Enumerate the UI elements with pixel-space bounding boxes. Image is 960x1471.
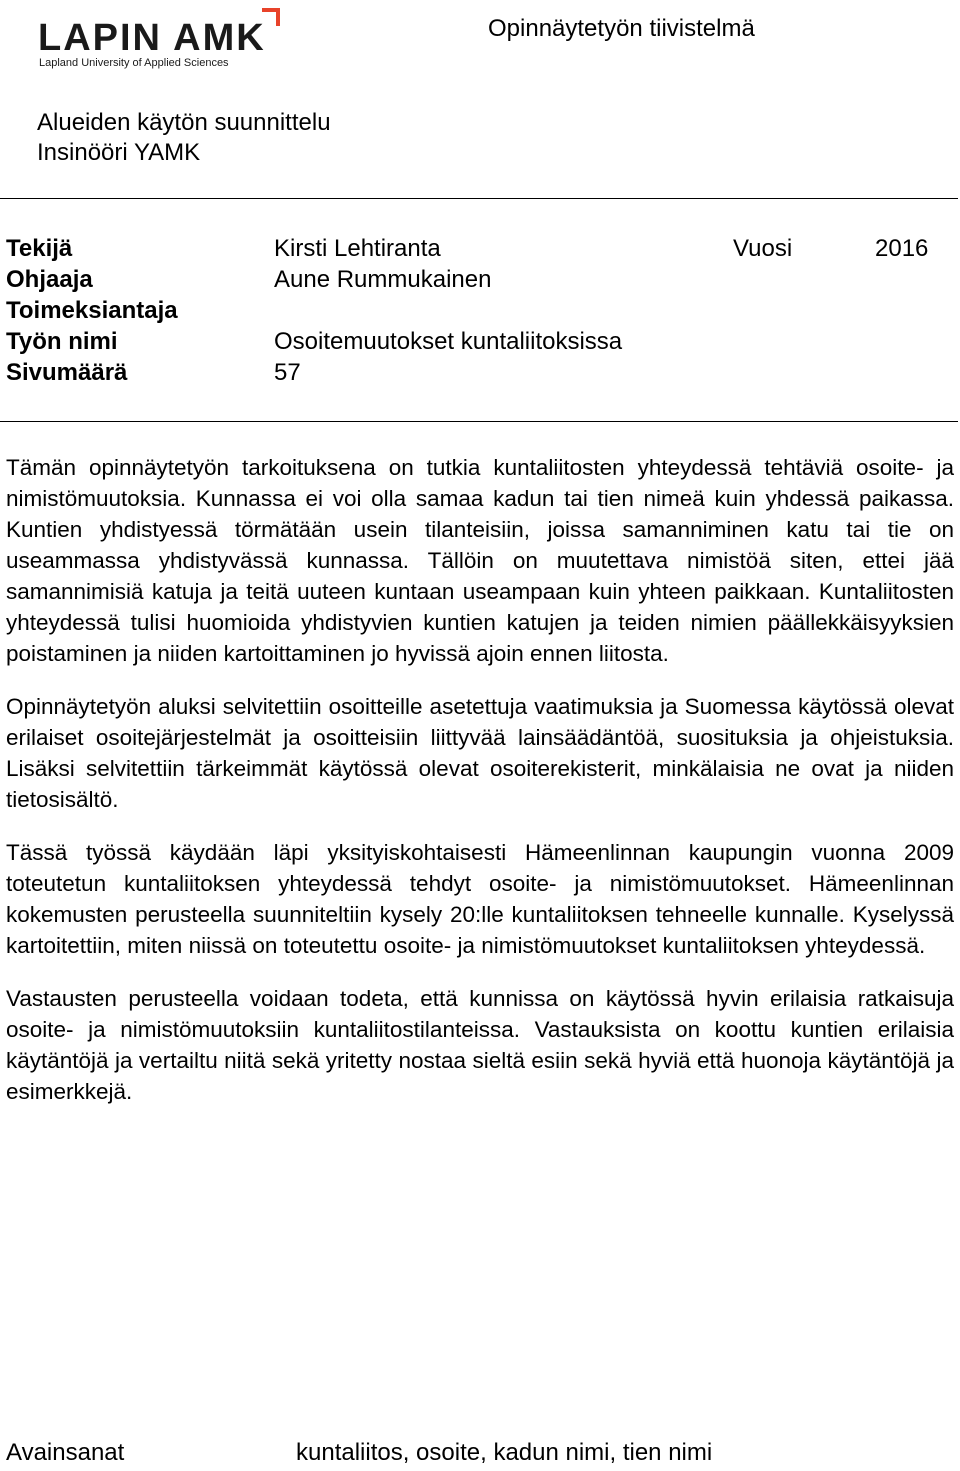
abstract-paragraph-1: Tämän opinnäytetyön tarkoituksena on tutkia kuntaliitosten yhteydessä tehtäviä osoite- ja nimistömuutoksia. Kunnassa ei voi olla samaa kadun tai tien nimeä kuin yhdessä paikassa. Kuntien yhdistyessä törmätään usein tilanteisiin, joissa samanniminen katu tai tie on useammassa yhdistyvässä kunnassa. Tällöin on muutettava nimistöä siten, ettei jää samannimisiä katuja ja teitä uuteen kuntaan useampaan kuin yhteen paikkaan. Kuntaliitosten yhteydessä tulisi huomioida yhdistyvien kuntien katujen ja teiden nimien päällekkäisyyksien poistaminen ja niiden kartoittaminen jo hyvissä ajoin ennen liitosta. [6,455,954,666]
degree-programme [37,108,331,168]
author-value: Kirsti Lehtiranta [274,235,441,262]
page-count-value: 57 [274,359,301,386]
supervisor-label: Ohjaaja [6,266,93,293]
divider-bottom [0,421,958,422]
page-count-row [6,357,936,388]
thesis-metadata [6,233,936,388]
programme-name: Alueiden käytön suunnittelu [37,109,331,136]
year-value: 2016 [875,235,929,262]
thesis-title-row [6,326,936,357]
year-label: Vuosi [733,235,793,262]
author-label: Tekijä [6,235,73,262]
document-type-heading: Opinnäytetyön tiivistelmä [488,15,755,42]
supervisor-value: Aune Rummukainen [274,266,492,293]
logo-tagline: Lapland University of Applied Sciences [39,57,229,69]
supervisor-row [6,264,936,295]
thesis-title-value: Osoitemuutokset kuntaliitoksissa [274,328,623,355]
commissioner-label: Toimeksiantaja [6,297,178,324]
keywords-label: Avainsanat [6,1439,125,1466]
abstract-paragraph-4: Vastausten perusteella voidaan todeta, että kunnissa on käytössä hyvin erilaisia ratkaisuja osoite- ja nimistömuutoksiin kuntaliitostilanteissa. Vastauksista on koottu kuntien erilaisia käytäntöjä ja vertailtu niitä sekä yritetty nostaa sieltä esiin sekä hyviä että huonoja käytäntöjä ja esimerkkejä. [6,986,954,1104]
abstract-body [6,452,954,1129]
lapin-amk-logo [36,6,286,70]
abstract-paragraph-2: Opinnäytetyön aluksi selvitettiin osoitteille asetettuja vaatimuksia ja Suomessa käytössä olevat erilaiset osoitejärjestelmät ja osoitteisiin liittyvää lainsäädäntöä, suosituksia ja ohjeistuksia. Lisäksi selvitettiin tärkeimmät käytössä olevat osoiterekisterit, minkälaisia ne ovat ja niiden tietosisältö. [6,694,954,812]
commissioner-row [6,295,936,326]
divider-top [0,198,958,199]
keywords-value: kuntaliitos, osoite, kadun nimi, tien nimi [296,1439,713,1466]
thesis-title-label: Työn nimi [6,328,118,355]
page-count-label: Sivumäärä [6,359,128,386]
logo-wordmark: LAPIN AMK [38,17,266,59]
abstract-paragraph-3: Tässä työssä käydään läpi yksityiskohtaisesti Hämeenlinnan kaupungin vuonna 2009 toteutetun kuntaliitoksen yhteydessä tehdyt osoite- ja nimistömuutokset. Hämeenlinnan kokemusten perusteella suunniteltiin kysely 20:lle kuntaliitoksen tehneelle kunnalle. Kyselyssä kartoitettiin, miten niissä on toteutettu osoite- ja nimistömuutokset kuntaliitoksen yhteydessä. [6,840,954,958]
degree-name: Insinööri YAMK [37,139,201,166]
author-row [6,233,936,264]
